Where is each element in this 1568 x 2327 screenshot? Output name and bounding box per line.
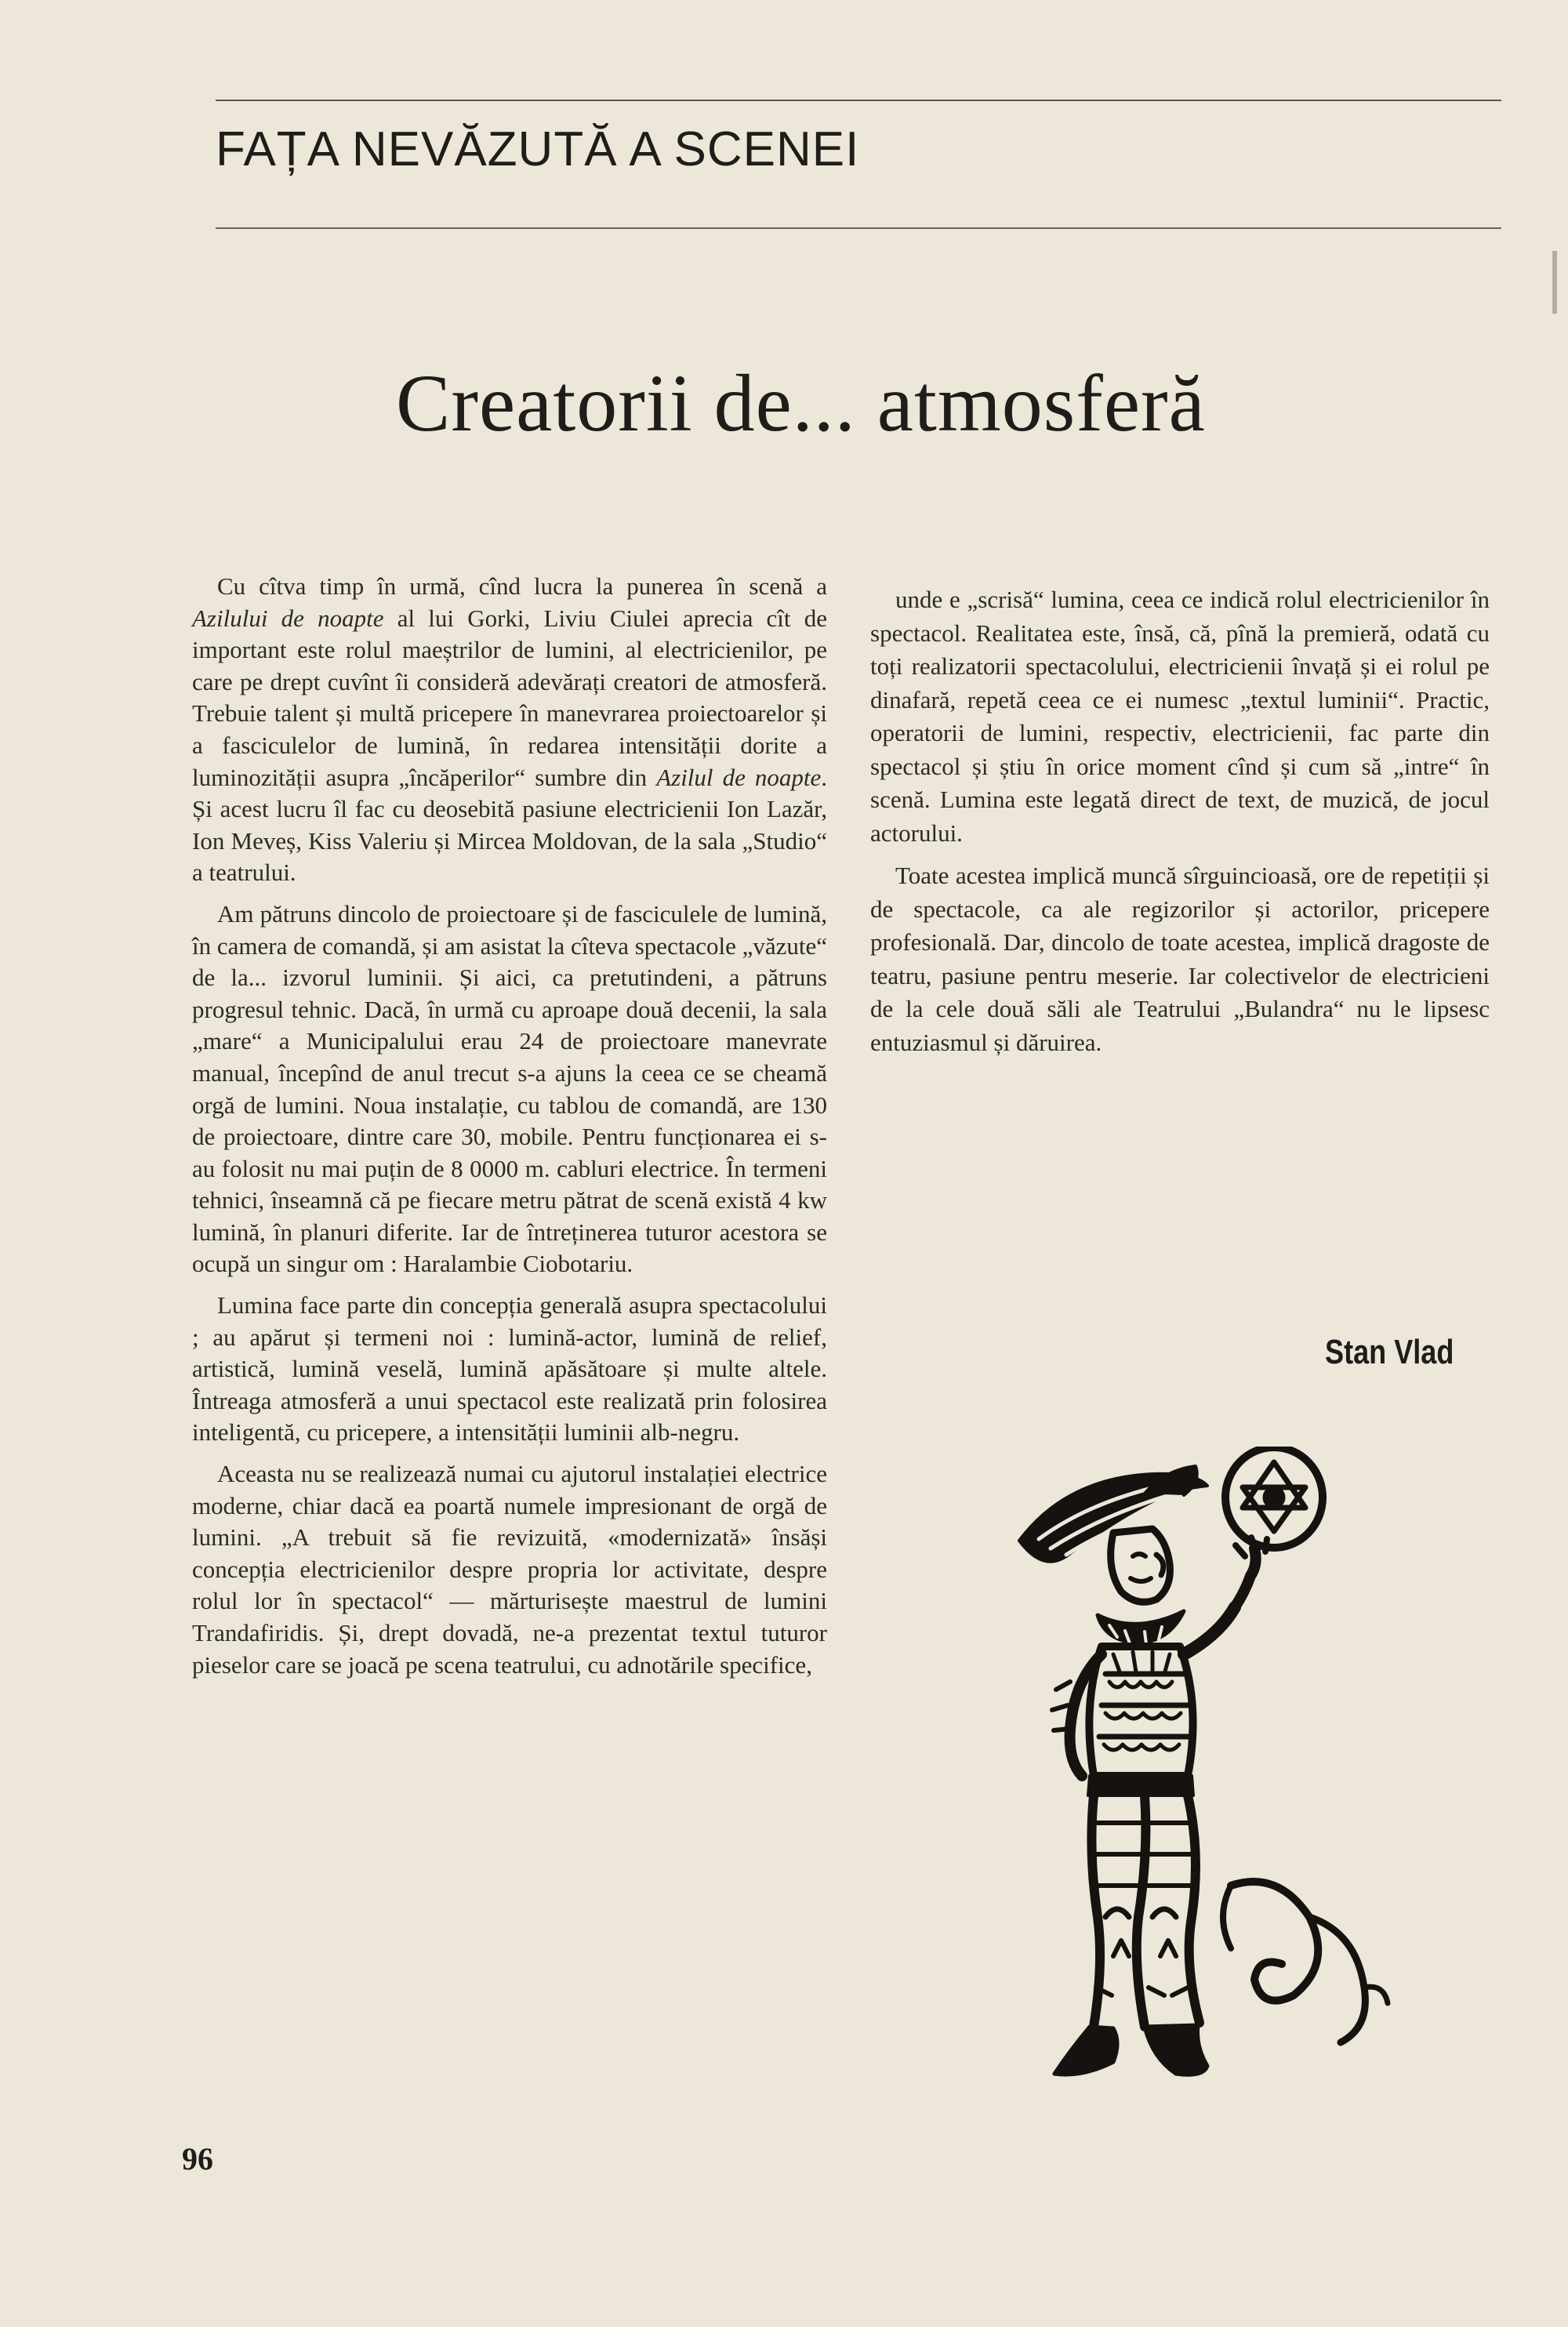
paragraph: Am pătruns dincolo de proiectoare și de fasciculele de lumină, în camera de comandă, și am asistat la cîteva spectacole „văzute“ de la... izvorul luminii. Și aici, ca pretutindeni, a pătruns progresul tehnic. Dacă, în urmă cu aproape două decenii, la sala „mare“ a Municipalului erau 24 de proiectoare manevrate manual, începînd de anul trecut s-a ajuns la ceea ce se cheamă orgă de lumini. Noua instalație, cu tablou de comandă, are 130 de proiectoare, dintre care 30, mobile. Pentru funcționarea ei s-au folosit nu mai puțin de 8 0000 m. cabluri electrice. În termeni tehnici, înseamnă că pe fiecare metru pătrat de scenă există 4 kw lumină, în planuri diferite. Iar de întreținerea tuturor acestora se ocupă un singur om : Haralambie Ciobotariu. <box>192 899 827 1278</box>
paragraph: unde e „scrisă“ lumina, ceea ce indică rolul electricienilor în spectacol. Realitatea este, însă, că, pînă la premieră, odată cu toți realizatorii spectacolului, electricienii învață și ei rolul pe dinafară, repetă ceea ce ei numesc „textul luminii“. Practic, operatorii de lumini, respectiv, electricienii, fac parte din spectacol și știu în orice moment cînd și cum să „intre“ în scenă. Lumina este legată direct de text, de muzică, de jocul actorului. <box>870 586 1490 847</box>
section-title: FAȚA NEVĂZUTĂ A SCENEI <box>216 122 860 176</box>
section-rule <box>216 227 1501 229</box>
article-column-left <box>192 571 827 1690</box>
play-title: Azilul de noapte <box>656 763 822 791</box>
author-signature: Stan Vlad <box>1325 1333 1454 1371</box>
article-headline: Creatorii de... atmosferă <box>396 358 1206 448</box>
play-title: Azilului de noapte <box>192 604 384 632</box>
juggler-woodcut-icon <box>996 1447 1497 2129</box>
ornament-ball <box>1225 1447 1323 1548</box>
legs <box>1091 1795 1200 2027</box>
paragraph: Aceasta nu se realizează numai cu ajutorul instalației electrice moderne, chiar dacă ea poartă numele impresionant de orgă de lumini. „A trebuit să fie revizuită, «modernizată» însăși concepția electricienilor despre propria lor activitate, despre rolul lor în spectacol“ — mărturisește maestrul de lumini Trandafiridis. Și, drept dovadă, ne-a prezentat textul tuturor pieselor care se joacă pe scena teatrului, cu adnotările specifice, <box>192 1460 827 1679</box>
top-rule <box>216 100 1501 101</box>
page-edge-mark <box>1552 251 1557 314</box>
tunic <box>1089 1646 1192 1776</box>
article-column-right <box>870 583 1490 1069</box>
paragraph: Toate acestea implică muncă sîrguincioasă, ore de repetiții și de spectacole, ca ale regizorilor și actorilor, pricepere profesională. Dar, dincolo de toate acestea, implică dragoste de teatru, pasiune pentru meserie. Iar colectivelor de electricieni de la cele două săli ale Teatrului „Bulandra“ nu le lipsesc entuziasmul și dăruirea. <box>870 862 1490 1056</box>
paragraph: Lumina face parte din concepția generală asupra spectacolului ; au apărut și termeni noi : lumină-actor, lumină de relief, artistică, lumină veselă, lumină apăsătoare și multe altele. Întreaga atmosferă a unui spectacol este realizată prin folosirea inteligentă, cu pricepere, a intensității luminii alb-negru. <box>192 1291 827 1447</box>
page-number: 96 <box>182 2141 213 2176</box>
ornamental-flourish <box>1223 1882 1388 2042</box>
paragraph: Cu cîtva timp în urmă, cînd lucra la punerea în scenă a Azilului de noapte al lui Gorki, Liviu Ciulei aprecia cît de important este rolul maeștrilor de lumini, al electricienilor, pe care pe drept cuvînt îi consideră adevărați creatori de atmosferă. Trebuie talent și multă pricepere în manevrarea proiectoarelor și a fasciculelor de lumină, în redarea intensității dorite a luminozității asupra „încăperilor“ sumbre din Azilul de noapte. Și acest lucru îl fac cu deosebită pasiune electricienii Ion Lazăr, Ion Meveș, Kiss Valeriu și Mircea Moldovan, de la sala „Studio“ a teatrului. <box>192 572 827 887</box>
